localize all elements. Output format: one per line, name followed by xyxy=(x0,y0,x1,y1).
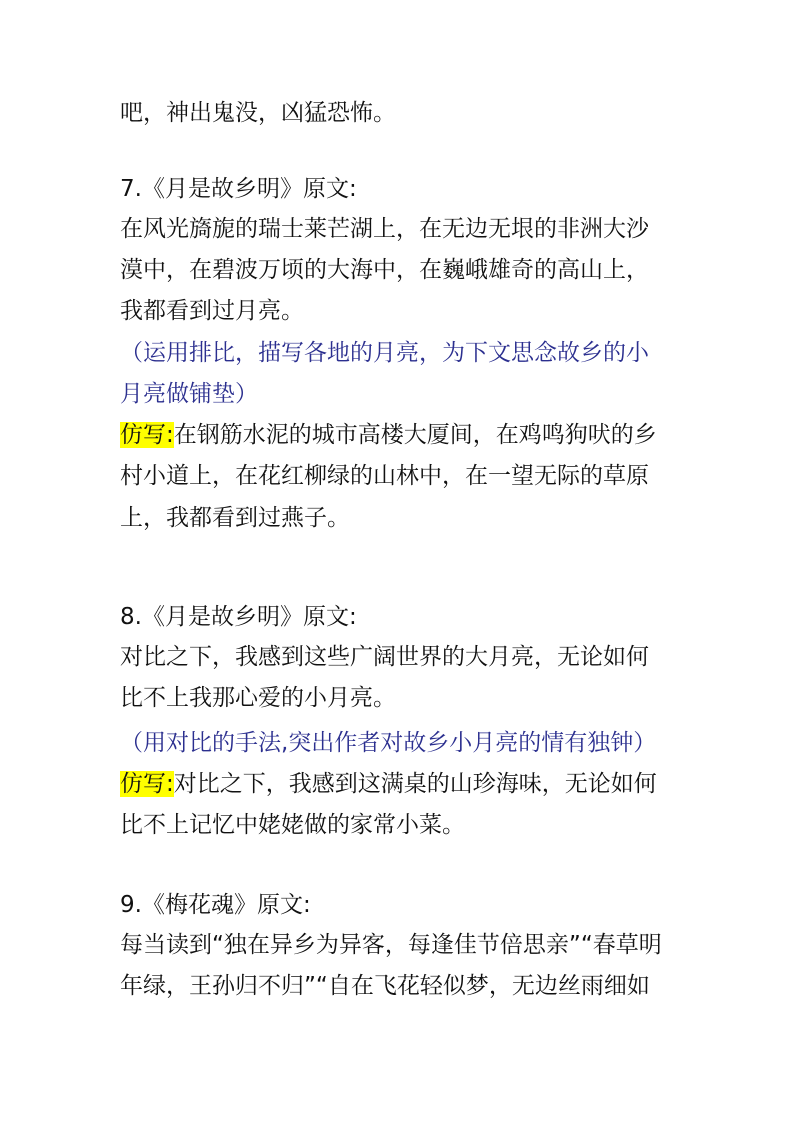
imitation-text: 在钢筋水泥的城市高楼大厦间，在鸡鸣狗吠的乡 xyxy=(173,422,657,448)
section-7-imitation-line: 上，我都看到过燕子。 xyxy=(120,505,350,531)
section-9-original-line: 每当读到“独在异乡为异客，每逢佳节倍思亲”“春草明 xyxy=(120,932,662,958)
section-7-original-line: 在风光旖旎的瑞士莱芒湖上，在无边无垠的非洲大沙 xyxy=(120,216,649,242)
section-7-note-line: 月亮做铺垫） xyxy=(120,381,258,407)
section-7-heading: 7.《月是故乡明》原文: xyxy=(120,176,357,202)
imitation-label: 仿写: xyxy=(120,771,174,797)
section-7-original-line: 漠中，在碧波万顷的大海中，在巍峨雄奇的高山上， xyxy=(120,257,649,283)
section-8-imitation-line xyxy=(120,767,657,801)
imitation-label: 仿写: xyxy=(120,422,174,448)
continuation-text: 吧，神出鬼没，凶猛恐怖。 xyxy=(120,100,396,126)
section-9-original-line: 年绿，王孙归不归”“自在飞花轻似梦，无边丝雨细如 xyxy=(120,973,650,999)
section-8-note-line: （用对比的手法,突出作者对故乡小月亮的情有独钟） xyxy=(120,730,657,756)
section-7-note-line: （运用排比，描写各地的月亮，为下文思念故乡的小 xyxy=(120,340,649,366)
section-8-original-line: 比不上我那心爱的小月亮。 xyxy=(120,685,396,711)
section-8-original-line: 对比之下，我感到这些广阔世界的大月亮，无论如何 xyxy=(120,644,649,670)
section-8-heading: 8.《月是故乡明》原文: xyxy=(120,604,357,630)
section-7-imitation-line xyxy=(120,418,657,452)
imitation-text: 对比之下，我感到这满桌的山珍海味，无论如何 xyxy=(173,771,657,797)
section-9-heading: 9.《梅花魂》原文: xyxy=(120,892,311,918)
section-7-imitation-line: 村小道上，在花红柳绿的山林中，在一望无际的草原 xyxy=(120,463,649,489)
section-7-original-line: 我都看到过月亮。 xyxy=(120,298,304,324)
section-8-imitation-line: 比不上记忆中姥姥做的家常小菜。 xyxy=(120,812,465,838)
